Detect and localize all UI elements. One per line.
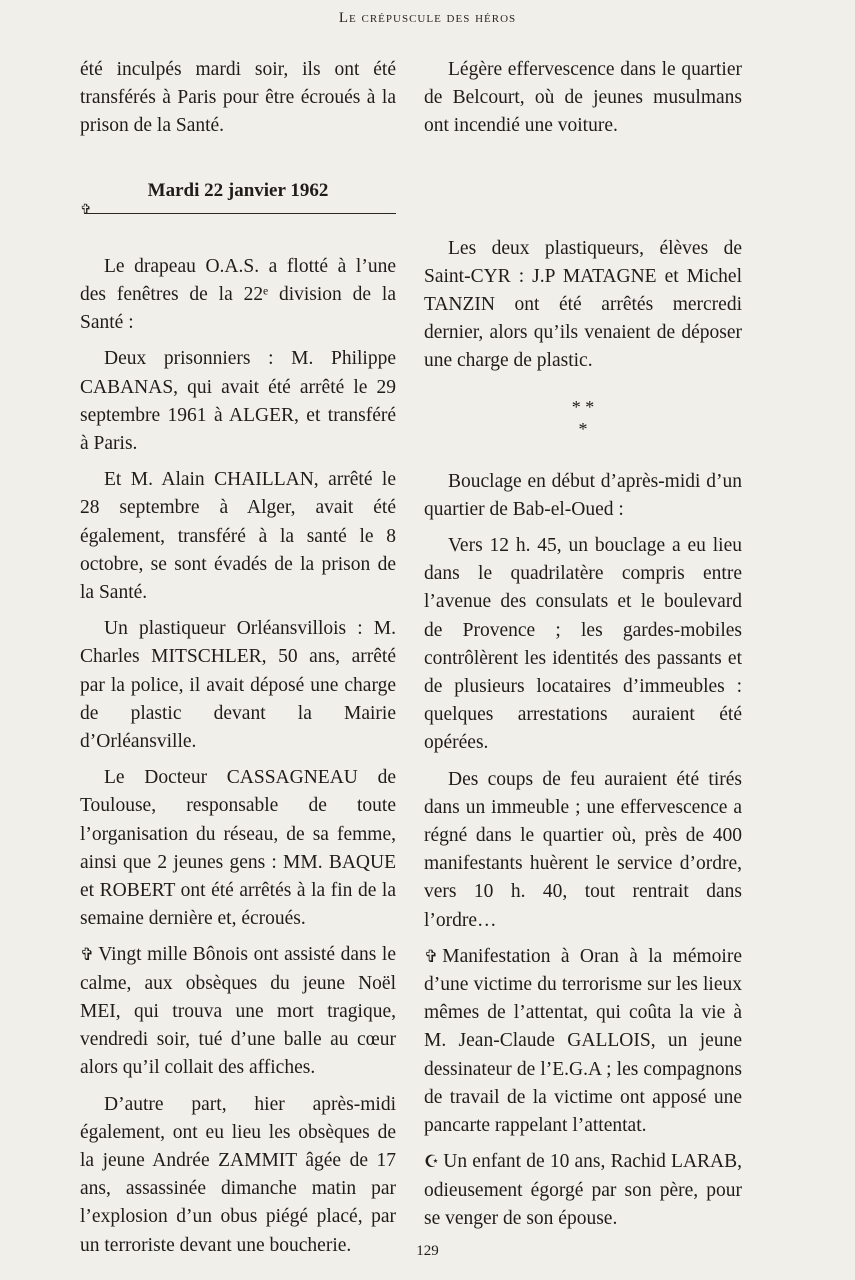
paragraph-oran <box>424 943 742 1140</box>
paragraph-larab <box>424 1148 742 1233</box>
paragraph-plastiqueurs: Les deux plastiqueurs, élèves de Saint-CYR : J.P MATAGNE et Michel TANZIN ont été arrêtés mercredi dernier, alors qu’ils venaient de déposer une charge de plastic. <box>424 237 742 372</box>
section-separator-stars <box>424 396 742 440</box>
cross-icon: ✞ <box>80 945 95 965</box>
right-column <box>424 56 742 1241</box>
rule-line <box>84 213 396 214</box>
section-rule <box>80 202 396 221</box>
right-spacer <box>424 149 742 215</box>
paragraph-bonois-text: Vingt mille Bônois ont assisté dans le calme, aux obsèques du jeune Noël MEI, qui trouva une mort tragique, vendredi soir, tué d’une balle au cœur alors qu’il collait des affiches. <box>80 944 396 1079</box>
page-number: 129 <box>416 1243 439 1259</box>
left-opening-paragraph: été inculpés mardi soir, ils ont été transférés à Paris pour être écroués à la prison de la Santé. <box>80 59 396 137</box>
paragraph-bouclage: Vers 12 h. 45, un bouclage a eu lieu dans le quadrilatère compris entre l’avenue des consulats et le boulevard de Provence ; les gardes-mobiles contrôlèrent les identités des passants et de plusieurs locataires d’immeubles : quelques arrestations auraient été opérées. <box>424 535 742 754</box>
paragraph-mitschler: Un plastiqueur Orléansvillois : M. Charles MITSCHLER, 50 ans, arrêté par la police, il avait déposé une charge de plastic devant la Mairie d’Orléansville. <box>80 618 396 753</box>
paragraph-coups-de-feu: Des coups de feu auraient été tirés dans un immeuble ; une effervescence a régné dans le quartier où, près de 400 manifestants huèrent le service d’ordre, vers 10 h. 40, tout rentrait dans l’ordre… <box>424 768 742 931</box>
paragraph-oran-text: Manifestation à Oran à la mémoire d’une victime du terrorisme sur les lieux mêmes de l’attentat, qui coûta la vie à M. Jean-Claude GALLOIS, un jeune dessinateur de l’E.G.A ; les compagnons de travail de la victime ont apposé une pancarte rappelant l’attentat. <box>424 945 742 1137</box>
crescent-icon: ☪ <box>424 1152 440 1172</box>
paragraph-cabanas: Deux prisonniers : M. Philippe CABANAS, qui avait été arrêté le 29 septembre 1961 à ALGER, et transféré à Paris. <box>80 348 396 455</box>
right-opening-paragraph: Légère effervescence dans le quartier de Belcourt, où de jeunes musulmans ont incendié une voiture. <box>424 59 742 137</box>
paragraph-chaillan: Et M. Alain CHAILLAN, arrêté le 28 septembre à Alger, avait été également, transféré à la santé le 8 octobre, se sont évadés de la prison de la Santé. <box>80 469 396 604</box>
cross-icon: ✞ <box>424 946 439 966</box>
section-heading: Mardi 22 janvier 1962 <box>147 179 329 201</box>
paragraph-oas-flag: Le drapeau O.A.S. a flotté à l’une des fenêtres de la 22ᵉ division de la Santé : <box>80 255 396 334</box>
stars-line-1: * * <box>571 396 595 417</box>
cross-icon: ✞ <box>80 202 92 218</box>
paragraph-zammit: D’autre part, hier après-midi également, ont eu lieu les obsèques de la jeune Andrée ZAMMIT âgée de 17 ans, assassinée dimanche matin par l’explosion d’un obus piégé placé, par un terroriste devant une boucherie. <box>80 1093 396 1256</box>
left-column <box>80 56 396 1268</box>
paragraph-cassagneau: Le Docteur CASSAGNEAU de Toulouse, responsable de toute l’organisation du réseau, de sa femme, ainsi que 2 jeunes gens : MM. BAQUE et ROBERT ont été arrêtés à la fin de la semaine dernière et, écroués. <box>80 767 396 930</box>
paragraph-bouclage-heading: Bouclage en début d’après-midi d’un quartier de Bab-el-Oued : <box>424 470 742 520</box>
paragraph-larab-text: Un enfant de 10 ans, Rachid LARAB, odieusement égorgé par son père, pour se venger de son épouse. <box>424 1151 742 1229</box>
stars-line-2: * <box>578 418 588 439</box>
paragraph-bonois <box>80 941 396 1082</box>
running-head: Le crépuscule des héros <box>338 10 517 26</box>
